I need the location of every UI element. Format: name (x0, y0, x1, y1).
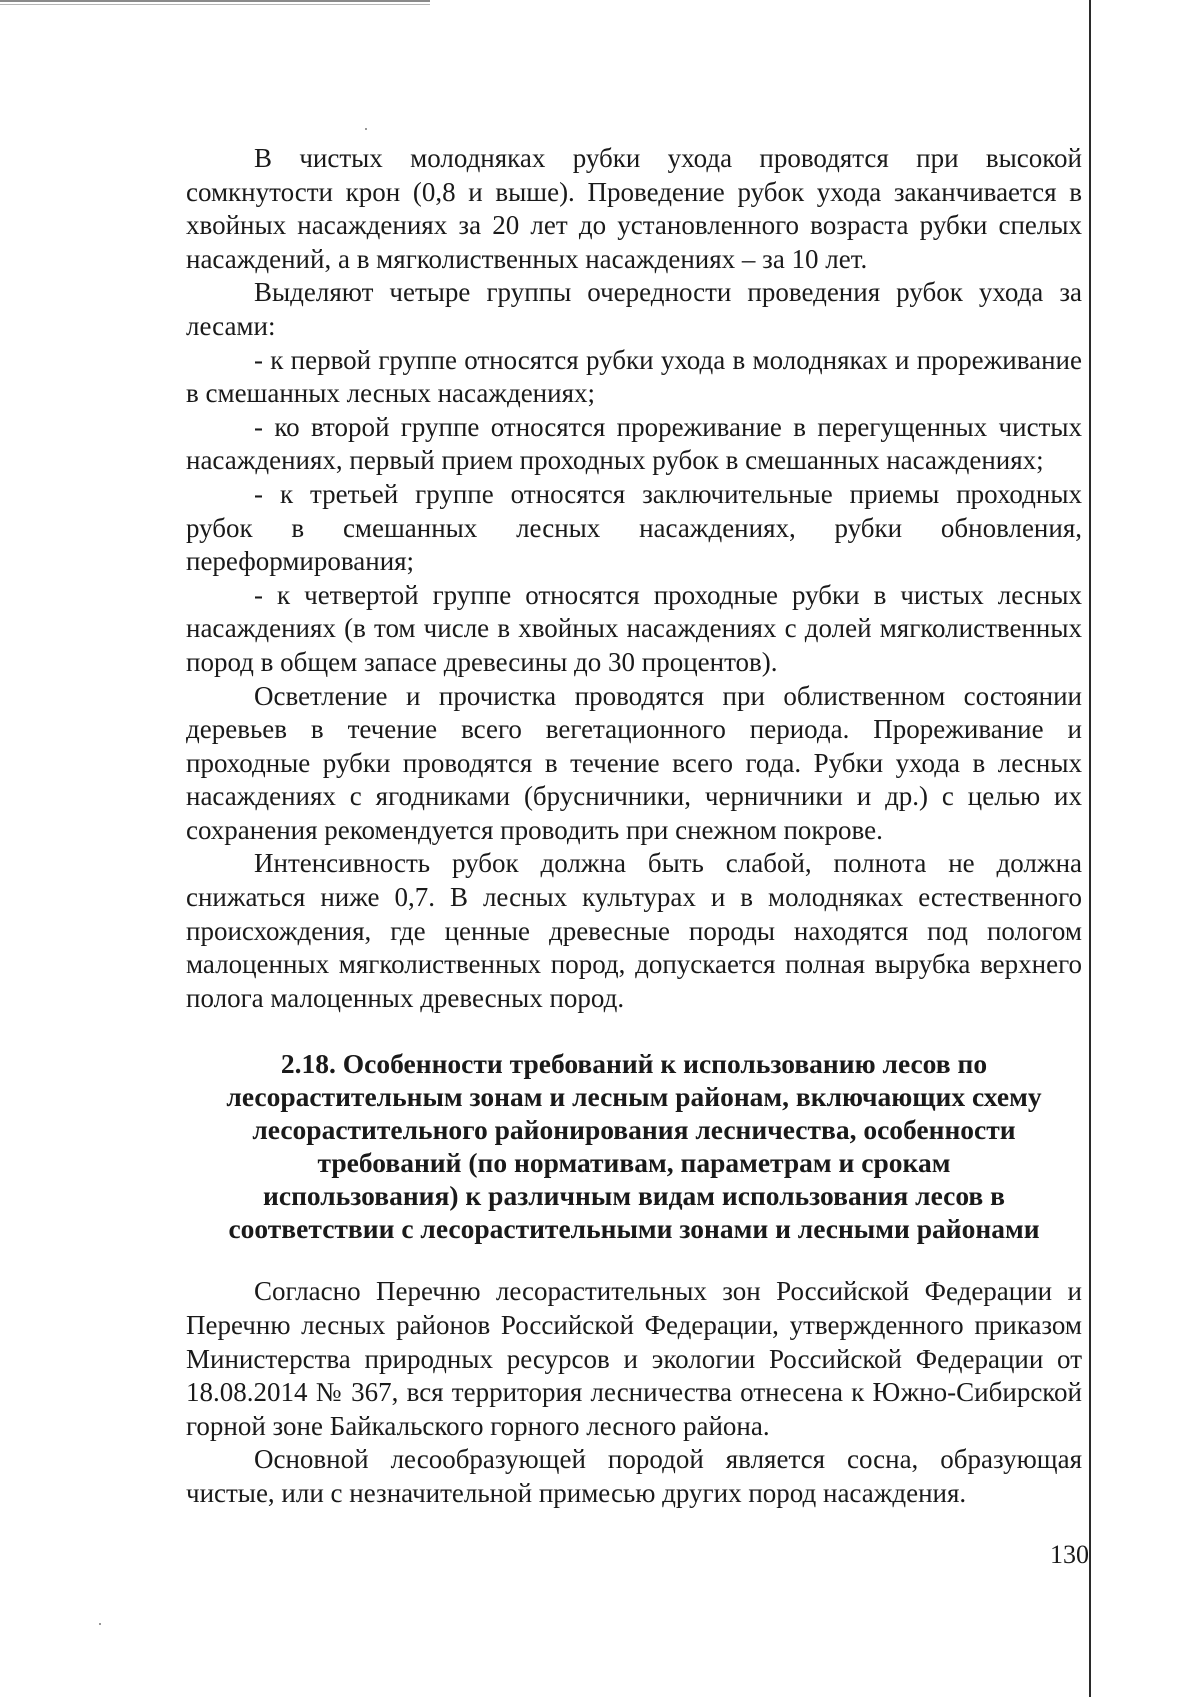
scan-speck (365, 128, 367, 130)
paragraph-clearing-timing: Осветление и прочистка проводятся при облиственном состоянии деревьев в течение всего вегетационного периода. Прореживание и проходные рубки проводятся в течение всего года. Рубки ухода в лесных насаждениях с ягодниками (брусничники, черничники и др.) с целью их сохранения рекомендуется проводить при снежном покрове. (186, 680, 1082, 845)
section-body (186, 1275, 1082, 1510)
list-item-group-2: - ко второй группе относятся прореживание в перегущенных чистых насаждениях, первый прием проходных рубок в смешанных насаждениях; (186, 411, 1082, 476)
page-right-border (1089, 0, 1091, 1697)
heading-line: требований (по нормативам, параметрам и срокам (317, 1147, 951, 1179)
document-body (186, 142, 1082, 1511)
list-item-group-3: - к третьей группе относятся заключительные приемы проходных рубок в смешанных лесных насаждениях, рубки обновления, переформирования; (186, 478, 1082, 577)
heading-line: использования) к различным видам использования лесов в (263, 1180, 1005, 1212)
heading-line: соответствии с лесорастительными зонами и лесными районами (228, 1213, 1040, 1245)
list-item-group-1: - к первой группе относятся рубки ухода в молодняках и прореживание в смешанных лесных насаждениях; (186, 344, 1082, 409)
scan-edge-line (0, 0, 430, 2)
paragraph-forest-zones: Согласно Перечню лесорастительных зон Российской Федерации и Перечню лесных районов Российской Федерации, утвержденного приказом Министерства природных ресурсов и экологии Российской Федерации от 18.08.2014 № 367, вся территория лесничества отнесена к Южно-Сибирской горной зоне Байкальского горного лесного района. (186, 1276, 1082, 1441)
heading-line: лесорастительного районирования лесничества, особенности (252, 1114, 1016, 1146)
paragraph-cleaning-in-young-stands: В чистых молодняках рубки ухода проводятся при высокой сомкнутости крон (0,8 и выше). Проведение рубок ухода заканчивается в хвойных насаждениях за 20 лет до установленного возраста рубки спелых насаждений, а в мягколиственных насаждениях – за 10 лет. (186, 143, 1082, 274)
section-heading-2-18 (186, 1047, 1082, 1245)
scan-speck (99, 1623, 101, 1625)
paragraph-cutting-intensity: Интенсивность рубок должна быть слабой, полнота не должна снижаться ниже 0,7. В лесных культурах и в молодняках естественного происхождения, где ценные древесные породы находятся под пологом малоценных мягколиственных пород, допускается полная вырубка верхнего полога малоценных древесных пород. (186, 848, 1082, 1013)
scan-edge-line-secondary (0, 4, 430, 5)
paragraph-four-groups-intro: Выделяют четыре группы очередности проведения рубок ухода за лесами: (186, 277, 1082, 341)
list-item-group-4: - к четвертой группе относятся проходные рубки в чистых лесных насаждениях (в том числе в хвойных насаждениях с долей мягколиственных пород в общем запасе древесины до 30 процентов). (186, 579, 1082, 677)
paragraph-main-species: Основной лесообразующей породой является сосна, образующая чистые, или с незначительной примесью других пород насаждения. (186, 1444, 1082, 1508)
heading-line: лесорастительным зонам и лесным районам, включающих схему (226, 1081, 1042, 1113)
page-number: 130 (1050, 1540, 1089, 1569)
heading-line: 2.18. Особенности требований к использованию лесов по (280, 1048, 988, 1080)
